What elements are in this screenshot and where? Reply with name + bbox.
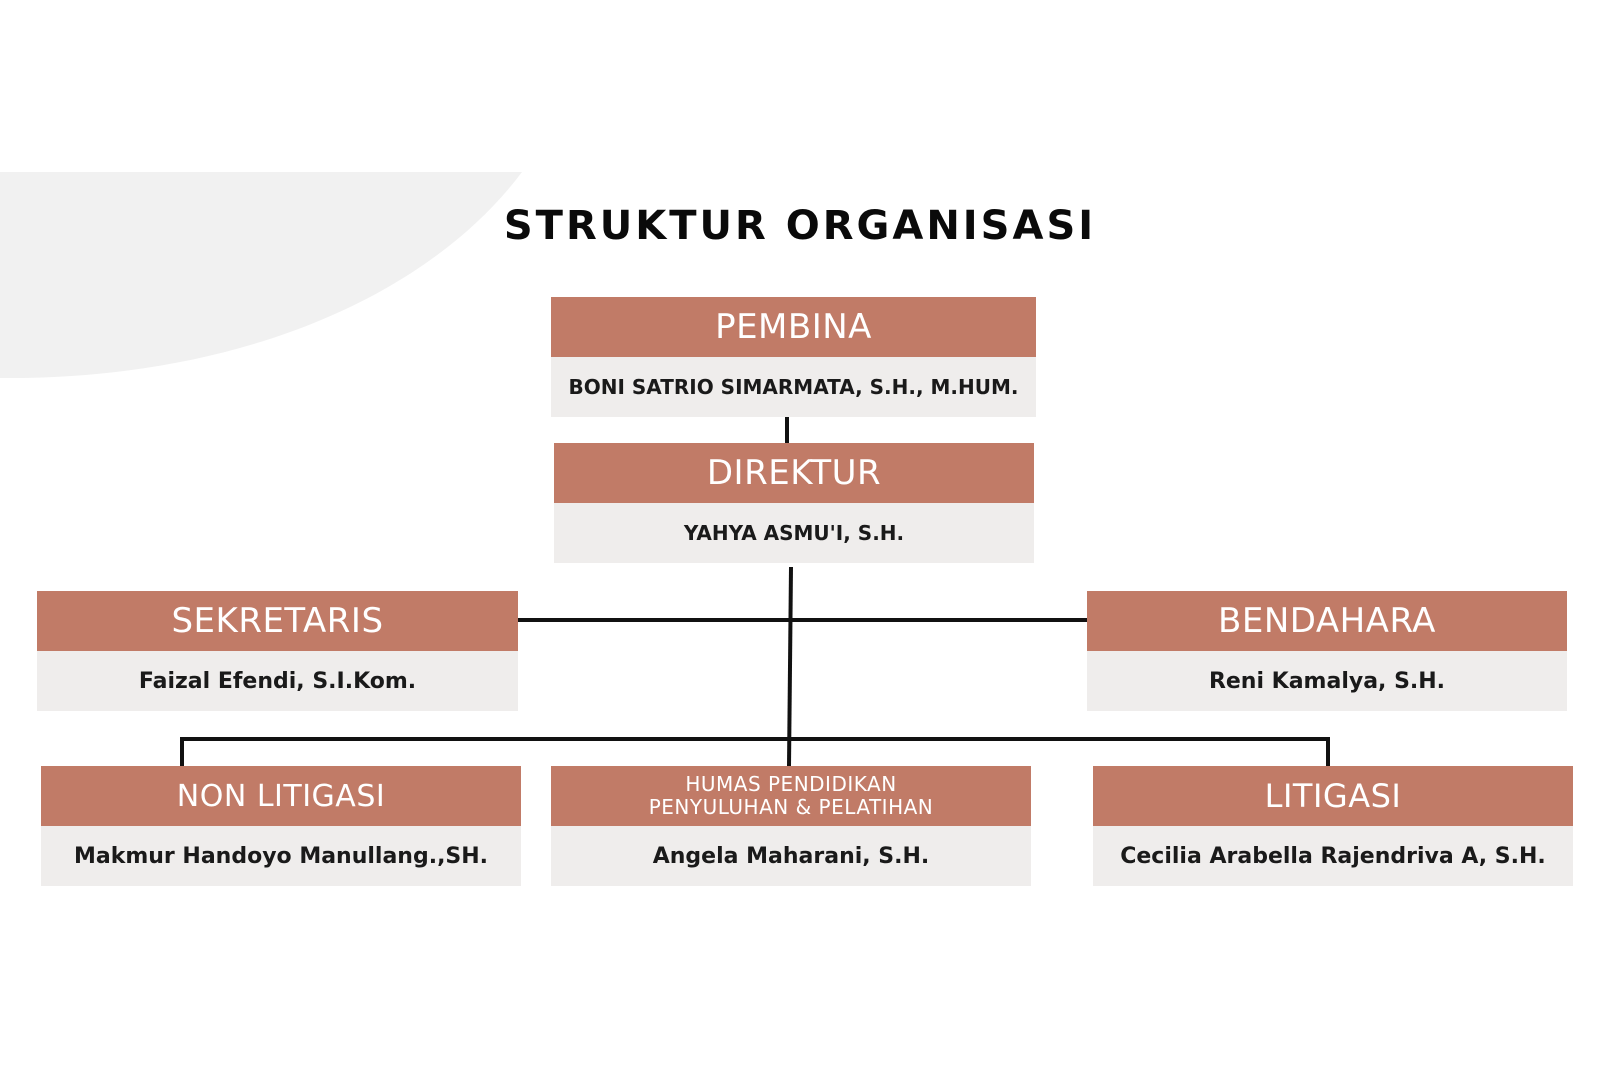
- non-litigasi-name: Makmur Handoyo Manullang.,SH.: [41, 826, 521, 886]
- humas-box: [551, 766, 1031, 886]
- humas-role-line1: HUMAS PENDIDIKAN: [685, 772, 897, 796]
- sekretaris-name: Faizal Efendi, S.I.Kom.: [37, 651, 518, 711]
- humas-name: Angela Maharani, S.H.: [551, 826, 1031, 886]
- bendahara-name: Reni Kamalya, S.H.: [1087, 651, 1567, 711]
- pembina-box: [551, 297, 1036, 417]
- litigasi-name: Cecilia Arabella Rajendriva A, S.H.: [1093, 826, 1573, 886]
- direktur-box: [554, 443, 1034, 563]
- sekretaris-box: [37, 591, 518, 711]
- sekretaris-role: SEKRETARIS: [37, 591, 518, 651]
- pembina-role: PEMBINA: [551, 297, 1036, 357]
- humas-role: [551, 766, 1031, 826]
- litigasi-box: [1093, 766, 1573, 886]
- humas-role-line2: PENYULUHAN & PELATIHAN: [648, 795, 934, 819]
- direktur-name: YAHYA ASMU'I, S.H.: [554, 503, 1034, 563]
- litigasi-role: LITIGASI: [1093, 766, 1573, 826]
- non-litigasi-role: NON LITIGASI: [41, 766, 521, 826]
- pembina-name: BONI SATRIO SIMARMATA, S.H., M.HUM.: [551, 357, 1036, 417]
- direktur-role: DIREKTUR: [554, 443, 1034, 503]
- page-title: STRUKTUR ORGANISASI: [503, 203, 1097, 249]
- bendahara-role: BENDAHARA: [1087, 591, 1567, 651]
- bendahara-box: [1087, 591, 1567, 711]
- non-litigasi-box: [41, 766, 521, 886]
